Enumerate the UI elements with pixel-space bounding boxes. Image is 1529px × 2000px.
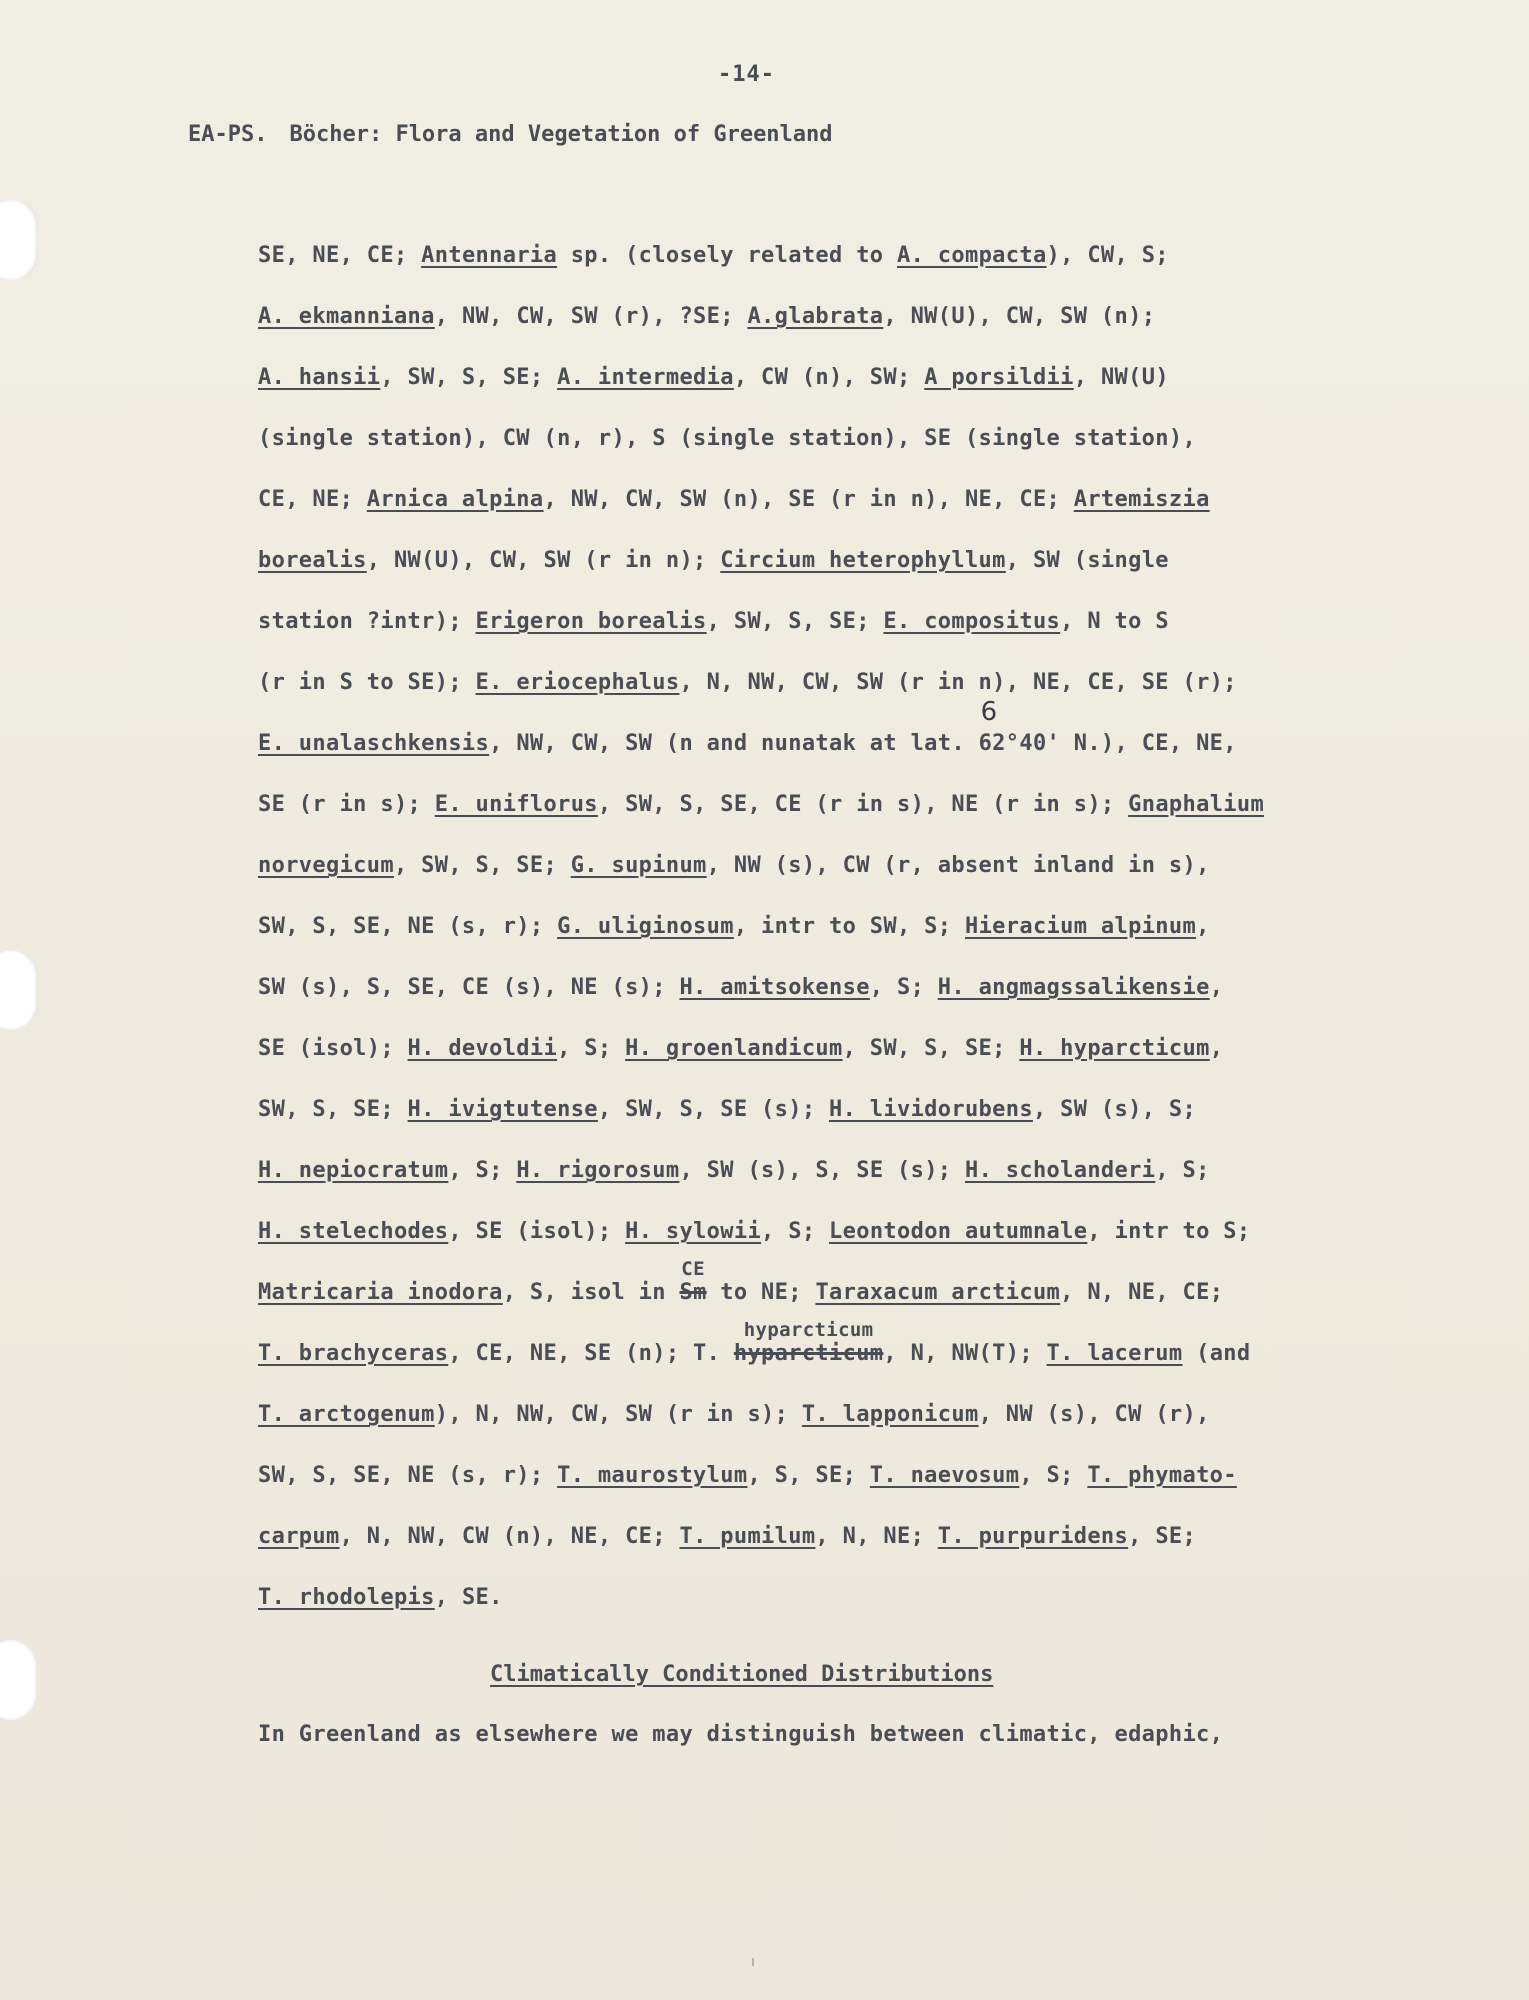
species-name: A. intermedia bbox=[557, 365, 734, 390]
distribution-text: , N, NW, CW, SW (r in n), NE, CE, SE (r); bbox=[679, 670, 1237, 695]
species-name: Circium heterophyllum bbox=[720, 548, 1006, 573]
species-name: Antennaria bbox=[421, 243, 558, 268]
distribution-text: , bbox=[1209, 1036, 1224, 1061]
distribution-text: , N, NE; bbox=[815, 1524, 938, 1549]
text-line bbox=[258, 360, 1418, 421]
distribution-text: SE (r in s); bbox=[258, 792, 435, 817]
distribution-text: sp. (closely related to bbox=[557, 243, 897, 268]
distribution-text: , intr to S; bbox=[1087, 1219, 1251, 1244]
text-line bbox=[258, 543, 1418, 604]
distribution-text: , NW, CW, SW (n), SE (r in n), NE, CE; bbox=[543, 487, 1074, 512]
distribution-text: , S; bbox=[557, 1036, 626, 1061]
species-name: T. rhodolepis bbox=[258, 1585, 435, 1610]
distribution-text: ), CW, S; bbox=[1046, 243, 1169, 268]
distribution-text: (r in S to SE); bbox=[258, 670, 476, 695]
species-name: A.glabrata bbox=[747, 304, 884, 329]
distribution-text: , SE; bbox=[1128, 1524, 1197, 1549]
distribution-text: , SW, S, SE (s); bbox=[597, 1097, 830, 1122]
distribution-text: (and bbox=[1182, 1341, 1251, 1366]
distribution-text: , SW (s), S, SE (s); bbox=[679, 1158, 965, 1183]
distribution-text: , NW(U), CW, SW (r in n); bbox=[366, 548, 721, 573]
document-title: Böcher: Flora and Vegetation of Greenland bbox=[289, 122, 833, 147]
distribution-text: SE (isol); bbox=[258, 1036, 408, 1061]
punch-hole bbox=[0, 950, 38, 1030]
species-name: H. groenlandicum bbox=[625, 1036, 843, 1061]
species-name: E. unalaschkensis bbox=[258, 731, 490, 756]
distribution-text: , SE (isol); bbox=[448, 1219, 626, 1244]
species-name: norvegicum bbox=[258, 853, 394, 878]
species-name: H. angmagssalikensie bbox=[937, 975, 1210, 1000]
page-number: -14- bbox=[718, 62, 775, 87]
text-line bbox=[258, 1580, 1418, 1641]
text-line bbox=[258, 909, 1418, 970]
distribution-text: , N to S bbox=[1060, 609, 1169, 634]
distribution-text: , S; bbox=[1019, 1463, 1088, 1488]
typed-correction bbox=[679, 1258, 707, 1311]
species-name: E. uniflorus bbox=[434, 792, 598, 817]
distribution-text: , SW, S, SE; bbox=[842, 1036, 1020, 1061]
distribution-text: , NW, CW, SW (r), ?SE; bbox=[434, 304, 748, 329]
distribution-text: , bbox=[1209, 975, 1224, 1000]
species-name: T. arctogenum bbox=[258, 1402, 435, 1427]
distribution-text: , N, NE, CE; bbox=[1060, 1280, 1224, 1305]
species-name: T. brachyceras bbox=[258, 1341, 449, 1366]
corrected-text: 62°40' bbox=[978, 731, 1061, 756]
text-line bbox=[258, 482, 1418, 543]
species-name: H. scholanderi bbox=[964, 1158, 1156, 1183]
species-name: H. amitsokense bbox=[679, 975, 870, 1000]
distribution-text: (single station), CW (n, r), S (single station), SE (single station), bbox=[258, 426, 1197, 451]
species-name: H. rigorosum bbox=[516, 1158, 680, 1183]
distribution-text: , S; bbox=[1155, 1158, 1210, 1183]
page-mark bbox=[752, 1958, 754, 1966]
species-name: T. maurostylum bbox=[557, 1463, 748, 1488]
paragraph-line: In Greenland as elsewhere we may distinguish between climatic, edaphic, bbox=[258, 1722, 1224, 1747]
distribution-text: , SW, S, SE; bbox=[393, 853, 571, 878]
distribution-text: to NE; bbox=[706, 1280, 816, 1305]
running-header bbox=[188, 122, 833, 147]
distribution-text: , SW, S, SE; bbox=[706, 609, 884, 634]
distribution-text: , S; bbox=[448, 1158, 517, 1183]
text-line bbox=[258, 1397, 1418, 1458]
text-line bbox=[258, 665, 1418, 726]
species-name: H. devoldii bbox=[407, 1036, 558, 1061]
species-name: G. supinum bbox=[570, 853, 707, 878]
interlinear-insertion: hyparcticum bbox=[743, 1319, 874, 1341]
distribution-text: , intr to SW, S; bbox=[733, 914, 965, 939]
distribution-text: , bbox=[1196, 914, 1210, 939]
distribution-text: , NW (s), CW (r), bbox=[978, 1402, 1210, 1427]
distribution-text: , SE. bbox=[434, 1585, 503, 1610]
distribution-text: , NW(U) bbox=[1073, 365, 1169, 390]
distribution-text: , N, NW, CW (n), NE, CE; bbox=[339, 1524, 680, 1549]
species-name: Arnica alpina bbox=[366, 487, 544, 512]
distribution-text: , S; bbox=[761, 1219, 830, 1244]
species-name: T. pumilum bbox=[679, 1524, 816, 1549]
text-line bbox=[258, 421, 1418, 482]
species-name: T. lacerum bbox=[1046, 1341, 1183, 1366]
distribution-text: , CW (n), SW; bbox=[733, 365, 925, 390]
species-name: A porsildii bbox=[924, 365, 1074, 390]
struck-text: Sm bbox=[679, 1280, 707, 1305]
section-heading: Climatically Conditioned Distributions bbox=[490, 1662, 994, 1687]
handwritten-correction bbox=[978, 697, 1061, 762]
species-name: A. hansii bbox=[258, 365, 381, 390]
species-name: Matricaria inodora bbox=[258, 1280, 503, 1305]
distribution-text: , NW(U), CW, SW (n); bbox=[883, 304, 1156, 329]
distribution-text: , NW (s), CW (r, absent inland in s), bbox=[706, 853, 1210, 878]
species-name: A. compacta bbox=[897, 243, 1047, 268]
text-line bbox=[258, 848, 1418, 909]
text-line bbox=[258, 1458, 1418, 1519]
punch-hole bbox=[0, 200, 38, 280]
text-line bbox=[258, 1319, 1418, 1397]
distribution-text: , S, SE; bbox=[747, 1463, 870, 1488]
interlinear-insertion: CE bbox=[681, 1258, 705, 1280]
species-name: G. uliginosum bbox=[557, 914, 734, 939]
distribution-text: , SW (single bbox=[1005, 548, 1169, 573]
text-line bbox=[258, 238, 1418, 299]
distribution-text: ), N, NW, CW, SW (r in s); bbox=[434, 1402, 802, 1427]
species-name: T. naevosum bbox=[869, 1463, 1020, 1488]
struck-text: hyparcticum bbox=[733, 1341, 884, 1366]
distribution-text: , SW (s), S; bbox=[1032, 1097, 1197, 1122]
species-name: T. phymato- bbox=[1087, 1463, 1237, 1488]
text-line bbox=[258, 1519, 1418, 1580]
distribution-text: CE, NE; bbox=[258, 487, 367, 512]
text-line bbox=[258, 604, 1418, 665]
species-name: H. lividorubens bbox=[829, 1097, 1033, 1122]
species-name: Leontodon autumnale bbox=[829, 1219, 1088, 1244]
species-name: Taraxacum arcticum bbox=[815, 1280, 1061, 1305]
species-name: E. compositus bbox=[883, 609, 1061, 634]
distribution-text: , SW, S, SE; bbox=[380, 365, 558, 390]
species-name: Hieracium alpinum bbox=[964, 914, 1197, 939]
text-line bbox=[258, 970, 1418, 1031]
text-line bbox=[258, 1153, 1418, 1214]
text-line bbox=[258, 1031, 1418, 1092]
distribution-text: , CE, NE, SE (n); T. bbox=[448, 1341, 734, 1366]
species-name: A. ekmanniana bbox=[258, 304, 435, 329]
text-line bbox=[258, 1092, 1418, 1153]
text-line bbox=[258, 299, 1418, 360]
species-name: borealis bbox=[258, 548, 367, 573]
distribution-text: , N, NW(T); bbox=[883, 1341, 1047, 1366]
species-name: T. purpuridens bbox=[937, 1524, 1129, 1549]
species-name: carpum bbox=[258, 1524, 340, 1549]
distribution-text: station ?intr); bbox=[258, 609, 476, 634]
text-line bbox=[258, 1214, 1418, 1275]
distribution-text: SW, S, SE, NE (s, r); bbox=[258, 914, 558, 939]
distribution-text: SW, S, SE; bbox=[258, 1097, 408, 1122]
distribution-text: , NW, CW, SW (n and nunatak at lat. bbox=[489, 731, 979, 756]
handwritten-digit: 6 bbox=[980, 697, 998, 727]
punch-hole bbox=[0, 1640, 38, 1720]
distribution-text: , SW, S, SE, CE (r in s), NE (r in s); bbox=[597, 792, 1129, 817]
distribution-text: SW (s), S, SE, CE (s), NE (s); bbox=[258, 975, 680, 1000]
species-name: Artemiszia bbox=[1073, 487, 1210, 512]
species-name: H. ivigtutense bbox=[407, 1097, 598, 1122]
species-name: Gnaphalium bbox=[1128, 792, 1265, 817]
distribution-text: , S; bbox=[869, 975, 938, 1000]
text-line bbox=[258, 697, 1418, 787]
species-name: H. hyparcticum bbox=[1019, 1036, 1210, 1061]
distribution-text: N.), CE, NE, bbox=[1060, 731, 1237, 756]
typed-correction bbox=[733, 1319, 884, 1372]
species-name: T. lapponicum bbox=[801, 1402, 979, 1427]
species-list-paragraph bbox=[258, 238, 1418, 1641]
species-name: H. stelechodes bbox=[258, 1219, 449, 1244]
species-name: H. sylowii bbox=[625, 1219, 762, 1244]
species-name: E. eriocephalus bbox=[475, 670, 680, 695]
distribution-text: , S, isol in bbox=[502, 1280, 680, 1305]
species-name: Erigeron borealis bbox=[475, 609, 707, 634]
text-line bbox=[258, 787, 1418, 848]
distribution-text: SE, NE, CE; bbox=[258, 243, 422, 268]
document-code: EA-PS. bbox=[188, 122, 268, 147]
distribution-text: SW, S, SE, NE (s, r); bbox=[258, 1463, 558, 1488]
species-name: H. nepiocratum bbox=[258, 1158, 449, 1183]
